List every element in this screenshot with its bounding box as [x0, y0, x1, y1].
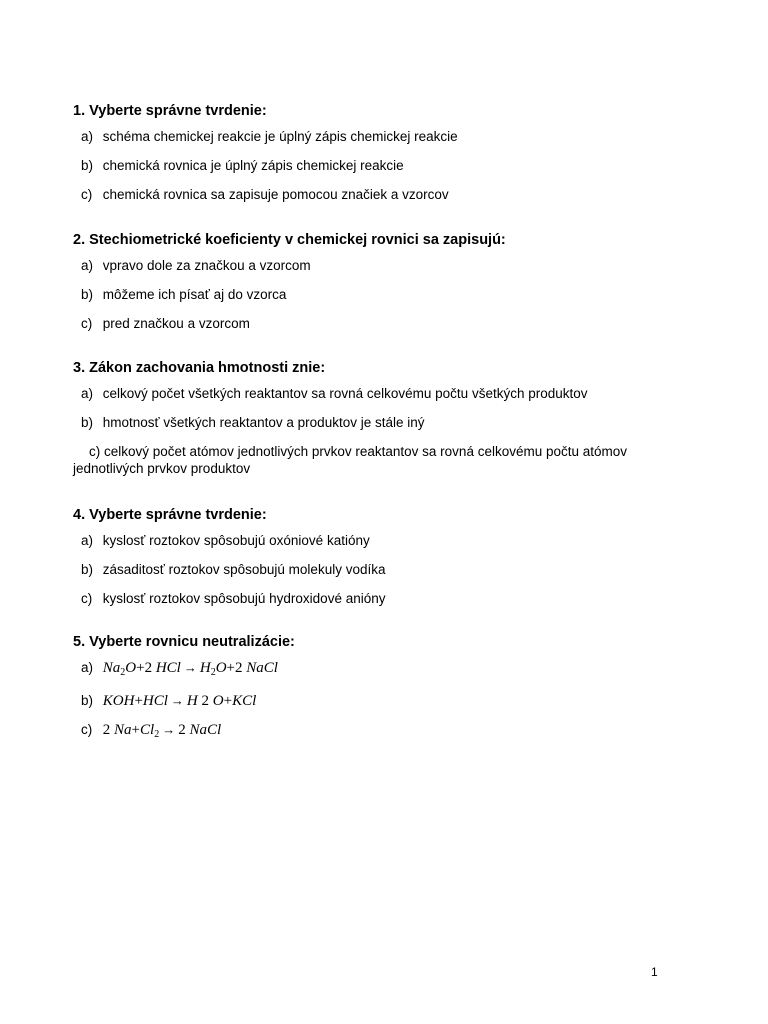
- formula-part: O: [125, 660, 137, 676]
- option-a: [73, 257, 673, 274]
- formula-part: HCl: [142, 693, 168, 709]
- plus-sign: +: [223, 693, 233, 709]
- option-text: kyslosť roztokov spôsobujú hydroxidové anióny: [102, 591, 386, 606]
- formula-part: Na: [114, 722, 132, 738]
- option-c: [73, 186, 673, 203]
- coefficient: 2: [178, 722, 186, 738]
- option-b: [73, 692, 673, 710]
- formula-part: H: [199, 660, 211, 676]
- option-b: [73, 286, 673, 303]
- option-a: [73, 128, 673, 145]
- option-letter: a): [81, 386, 94, 401]
- question-title: 5. Vyberte rovnicu neutralizácie:: [73, 634, 295, 650]
- option-b: [73, 414, 673, 431]
- coefficient: 2: [102, 722, 111, 738]
- option-letter: a): [81, 129, 94, 144]
- formula-subscript: 2: [154, 729, 160, 740]
- formula-part: Cl: [140, 722, 155, 738]
- option-letter: a): [81, 258, 94, 273]
- plus-sign: +: [131, 722, 140, 738]
- plus-sign: +: [134, 693, 143, 709]
- option-b: [73, 157, 673, 174]
- formula-part: KCl: [232, 693, 257, 709]
- option-text: hmotnosť všetkých reaktantov a produktov je stále iný: [102, 415, 425, 430]
- coefficient: 2: [201, 693, 210, 709]
- option-letter: b): [81, 287, 94, 302]
- formula-part: HCl: [155, 660, 181, 676]
- option-text: chemická rovnica je úplný zápis chemickej reakcie: [102, 158, 404, 173]
- option-c: [73, 443, 673, 477]
- option-c: [73, 721, 673, 743]
- reaction-arrow-icon: →: [170, 693, 184, 708]
- option-text: chemická rovnica sa zapisuje pomocou značiek a vzorcov: [102, 187, 449, 202]
- option-letter: b): [81, 415, 94, 430]
- formula-subscript: 2: [120, 667, 126, 678]
- equation-b: [103, 693, 257, 709]
- formula-part: KOH: [102, 693, 135, 709]
- option-text: schéma chemickej reakcie je úplný zápis chemickej reakcie: [102, 129, 458, 144]
- reaction-arrow-icon: →: [183, 660, 197, 675]
- question-title: 4. Vyberte správne tvrdenie:: [73, 507, 267, 523]
- option-letter: c): [81, 187, 93, 202]
- reaction-arrow-icon: →: [162, 722, 176, 737]
- option-a: [73, 659, 673, 681]
- option-text: celkový počet atómov jednotlivých prvkov reaktantov sa rovná celkovému počtu atómov jednotlivých prvkov produktov: [73, 444, 628, 476]
- formula-part: H: [186, 693, 198, 709]
- plus-sign: +: [136, 660, 145, 676]
- question-2: [73, 231, 673, 344]
- formula-part: NaCl: [189, 722, 222, 738]
- formula-subscript: 2: [210, 667, 216, 678]
- option-text: zásaditosť roztokov spôsobujú molekuly vodíka: [102, 562, 386, 577]
- option-letter: c): [81, 591, 93, 606]
- option-text: celkový počet všetkých reaktantov sa rovná celkovému počtu všetkých produktov: [102, 386, 588, 401]
- equation-a: [103, 660, 278, 676]
- page-number: 1: [651, 965, 658, 979]
- option-a: [73, 532, 673, 549]
- formula-part: Na: [102, 660, 121, 676]
- formula-part: O: [215, 660, 227, 676]
- plus-sign: +: [226, 660, 236, 676]
- formula-part: NaCl: [246, 660, 278, 676]
- option-b: [73, 561, 673, 578]
- option-text: kyslosť roztokov spôsobujú oxóniové katióny: [102, 533, 370, 548]
- question-title: 1. Vyberte správne tvrdenie:: [73, 103, 267, 119]
- question-1: [73, 102, 673, 215]
- option-c: [73, 590, 673, 607]
- option-letter: c): [81, 722, 93, 737]
- question-3: [73, 359, 673, 489]
- coefficient: 2: [144, 660, 153, 676]
- option-letter: b): [81, 562, 94, 577]
- option-letter: a): [81, 533, 94, 548]
- option-letter: a): [81, 660, 94, 675]
- option-text: môžeme ich písať aj do vzorca: [102, 287, 287, 302]
- question-4: [73, 506, 673, 619]
- formula-part: O: [212, 693, 224, 709]
- equation-c: [103, 722, 221, 738]
- option-c: [73, 315, 673, 332]
- option-letter: b): [81, 693, 94, 708]
- question-5: [73, 633, 673, 755]
- option-text: vpravo dole za značkou a vzorcom: [102, 258, 311, 273]
- option-letter: c): [81, 316, 93, 331]
- option-a: [73, 385, 673, 402]
- option-text: pred značkou a vzorcom: [102, 316, 250, 331]
- question-title: 2. Stechiometrické koeficienty v chemickej rovnici sa zapisujú:: [73, 232, 506, 248]
- coefficient: 2: [235, 660, 243, 676]
- option-letter: b): [81, 158, 94, 173]
- option-letter: c): [89, 444, 101, 459]
- question-title: 3. Zákon zachovania hmotnosti znie:: [73, 360, 326, 376]
